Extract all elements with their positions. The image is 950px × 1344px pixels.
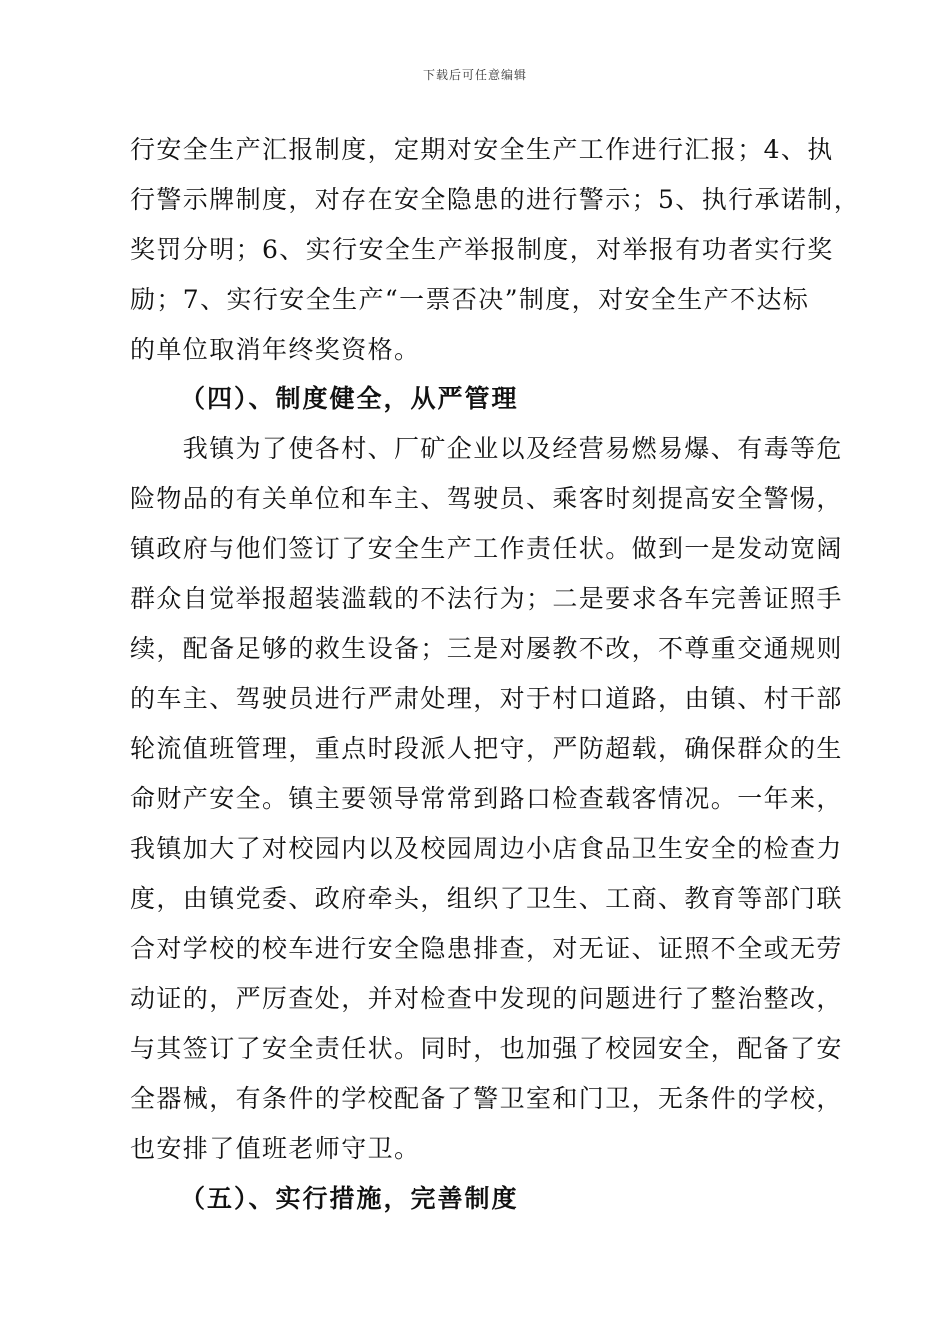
paragraph-line: 与其签订了安全责任状。同时，也加强了校园安全，配备了安 xyxy=(130,1034,843,1063)
paragraph-line: 的车主、驾驶员进行严肃处理，对于村口道路，由镇、村干部 xyxy=(130,684,843,713)
paragraph-line: 全器械，有条件的学校配备了警卫室和门卫，无条件的学校， xyxy=(130,1084,843,1113)
section-heading-4: （四）、制度健全，从严管理 xyxy=(180,384,519,413)
download-note: 下载后可任意编辑 xyxy=(422,68,527,82)
paragraph-line: 的单位取消年终奖资格。 xyxy=(130,335,421,364)
paragraph-line: 动证的，严厉查处，并对检查中发现的问题进行了整治整改， xyxy=(130,984,843,1013)
paragraph-line: 奖罚分明；6、实行安全生产举报制度，对举报有功者实行奖 xyxy=(130,235,834,264)
section-heading-5: （五）、实行措施，完善制度 xyxy=(180,1184,519,1213)
paragraph-line: 轮流值班管理，重点时段派人把守，严防超载，确保群众的生 xyxy=(130,734,843,763)
paragraph-line: 行警示牌制度，对存在安全隐患的进行警示；5、执行承诺制， xyxy=(130,185,861,214)
paragraph-line: 也安排了值班老师守卫。 xyxy=(130,1134,421,1163)
paragraph-line: 险物品的有关单位和车主、驾驶员、乘客时刻提高安全警惕， xyxy=(130,484,843,513)
paragraph-line: 我镇为了使各村、厂矿企业以及经营易燃易爆、有毒等危 xyxy=(130,434,843,463)
paragraph-line: 我镇加大了对校园内以及校园周边小店食品卫生安全的检查力 xyxy=(130,834,843,863)
paragraph-line: 续，配备足够的救生设备；三是对屡教不改，不尊重交通规则 xyxy=(130,634,843,663)
paragraph-line: 镇政府与他们签订了安全生产工作责任状。做到一是发动宽阔 xyxy=(130,534,843,563)
paragraph-line: 合对学校的校车进行安全隐患排查，对无证、证照不全或无劳 xyxy=(130,934,843,963)
paragraph-line: 行安全生产汇报制度，定期对安全生产工作进行汇报；4、执 xyxy=(130,135,834,164)
paragraph-line: 命财产安全。镇主要领导常常到路口检查载客情况。一年来， xyxy=(130,784,843,813)
paragraph-line: 群众自觉举报超装滥载的不法行为；二是要求各车完善证照手 xyxy=(130,584,843,613)
paragraph-line: 度，由镇党委、政府牵头，组织了卫生、工商、教育等部门联 xyxy=(130,884,843,913)
paragraph-line: 励；7、实行安全生产“一票否决”制度，对安全生产不达标 xyxy=(130,285,810,314)
